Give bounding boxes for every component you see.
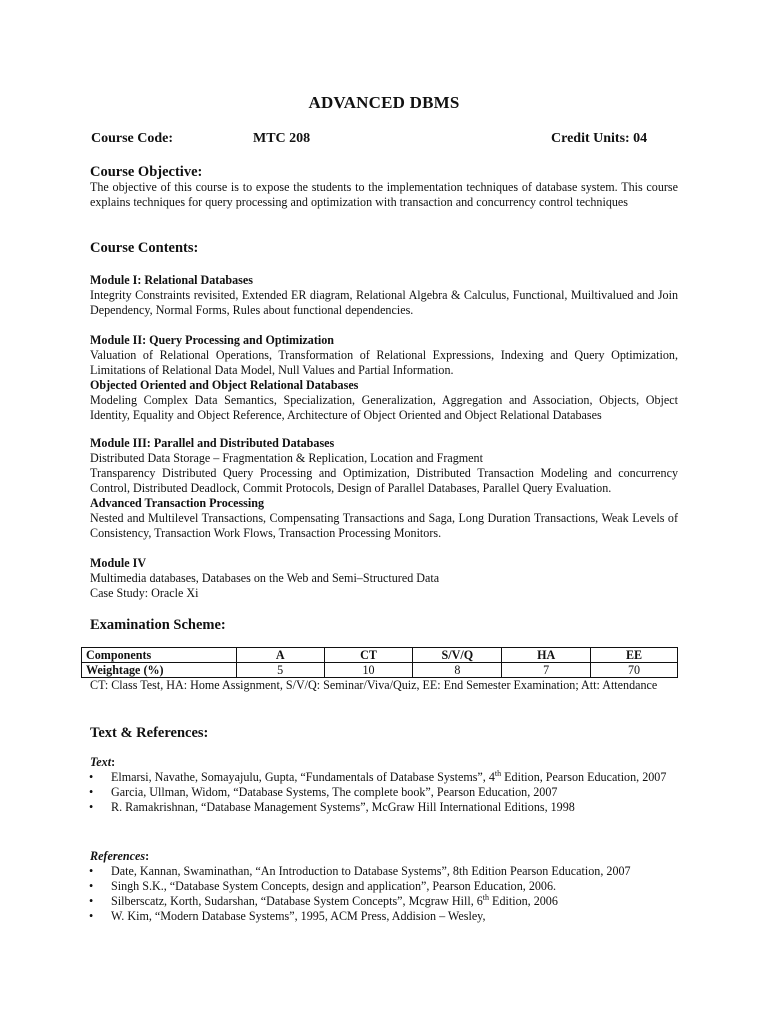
table-header-row [82,648,678,663]
module-4-title: Module IV [90,556,147,570]
references-heading: Text & References: [90,725,209,741]
module-3 [90,436,678,541]
references-colon: : [145,849,150,863]
module-3-line1: Distributed Data Storage – Fragmentation & Replication, Location and Fragment [90,451,483,465]
list-item [90,894,678,909]
module-2-title: Module II: Query Processing and Optimization [90,333,335,347]
superscript: th [494,768,502,778]
references-label-line [90,849,678,864]
superscript: th [482,892,490,902]
table-row [82,663,678,678]
text-books-label: Text [90,755,112,769]
list-item: • W. Kim, “Modern Database Systems”, 1995, ACM Press, Addision – Wesley, [90,909,678,924]
list-item-text: Edition, 2006 [489,894,558,908]
module-3-text: Transparency Distributed Query Processing and Optimization, Distributed Transaction Modeling and concurrency Control, Distributed Deadlock, Commit Protocols, Design of Parallel Databases, Parallel Query Evaluation. [90,466,678,495]
page-title: ADVANCED DBMS [308,93,460,112]
table-cell: 70 [591,663,678,678]
module-2 [90,333,678,423]
module-2b-title: Objected Oriented and Object Relational Databases [90,378,359,392]
contents-heading: Course Contents: [90,240,199,256]
table-cell: 5 [236,663,324,678]
table-cell: HA [502,648,591,663]
list-item-text: Edition, Pearson Education, 2007 [501,770,667,784]
course-code-value: MTC 208 [253,131,311,146]
module-1 [90,273,678,318]
list-item-text: Elmarsi, Navathe, Somayajulu, Gupta, “Fundamentals of Database Systems”, 4 [111,770,495,784]
text-books-section [90,755,678,815]
list-item-text: Silberscatz, Korth, Sudarshan, “Database System Concepts”, Mcgraw Hill, 6 [111,894,483,908]
text-books-label-line [90,755,678,770]
list-item: • Singh S.K., “Database System Concepts, design and application”, Pearson Education, 2006. [90,879,678,894]
module-1-title: Module I: Relational Databases [90,273,253,287]
table-cell: S/V/Q [413,648,502,663]
table-cell: A [236,648,324,663]
table-cell: Components [82,648,237,663]
table-cell: EE [591,648,678,663]
references-section [90,849,678,924]
module-3b-title: Advanced Transaction Processing [90,496,265,510]
module-3b-text: Nested and Multilevel Transactions, Compensating Transactions and Saga, Long Duration Transactions, Weak Levels of Consistency, Transaction Work Flows, Transaction Processing Monitors. [90,511,678,540]
module-4 [90,556,678,601]
module-2-text: Valuation of Relational Operations, Transformation of Relational Expressions, Indexing and Query Optimization, Limitations of Relational Data Model, Null Values and Partial Information. [90,348,678,377]
module-3-title: Module III: Parallel and Distributed Databases [90,436,335,450]
course-info-row [90,131,678,149]
exam-heading: Examination Scheme: [90,617,226,633]
module-2b-text: Modeling Complex Data Semantics, Specialization, Generalization, Aggregation and Association, Objects, Object Identity, Equality and Object Reference, Architecture of Object Oriented and Object Relational Databases [90,393,678,422]
objective-heading: Course Objective: [90,164,203,180]
list-item: • R. Ramakrishnan, “Database Management Systems”, McGraw Hill International Editions, 1998 [90,800,678,815]
table-cell: CT [324,648,413,663]
text-books-colon: : [111,755,116,769]
module-4-line2: Case Study: Oracle Xi [90,586,199,600]
list-item: • Garcia, Ullman, Widom, “Database Systems, The complete book”, Pearson Education, 2007 [90,785,678,800]
list-item: • Date, Kannan, Swaminathan, “An Introduction to Database Systems”, 8th Edition Pearson Education, 2007 [90,864,678,879]
credit-units: Credit Units: 04 [551,131,648,146]
list-item [90,770,678,785]
module-4-line1: Multimedia databases, Databases on the Web and Semi–Structured Data [90,571,440,585]
module-1-text: Integrity Constraints revisited, Extended ER diagram, Relational Algebra & Calculus, Functional, Muiltivalued and Join Dependency, Normal Forms, Rules about functional dependencies. [90,288,678,317]
references-label: References [90,849,146,863]
table-cell: Weightage (%) [82,663,237,678]
objective-text: The objective of this course is to expose the students to the implementation techniques of database system. This course explains techniques for query processing and optimization with transaction and concurrency control techniques [90,180,678,209]
course-code-label: Course Code: [91,131,174,146]
exam-note: CT: Class Test, HA: Home Assignment, S/V/Q: Seminar/Viva/Quiz, EE: End Semester Examination; Att: Attendance [90,678,658,692]
table-cell: 10 [324,663,413,678]
table-cell: 7 [502,663,591,678]
table-cell: 8 [413,663,502,678]
exam-table [81,647,678,678]
